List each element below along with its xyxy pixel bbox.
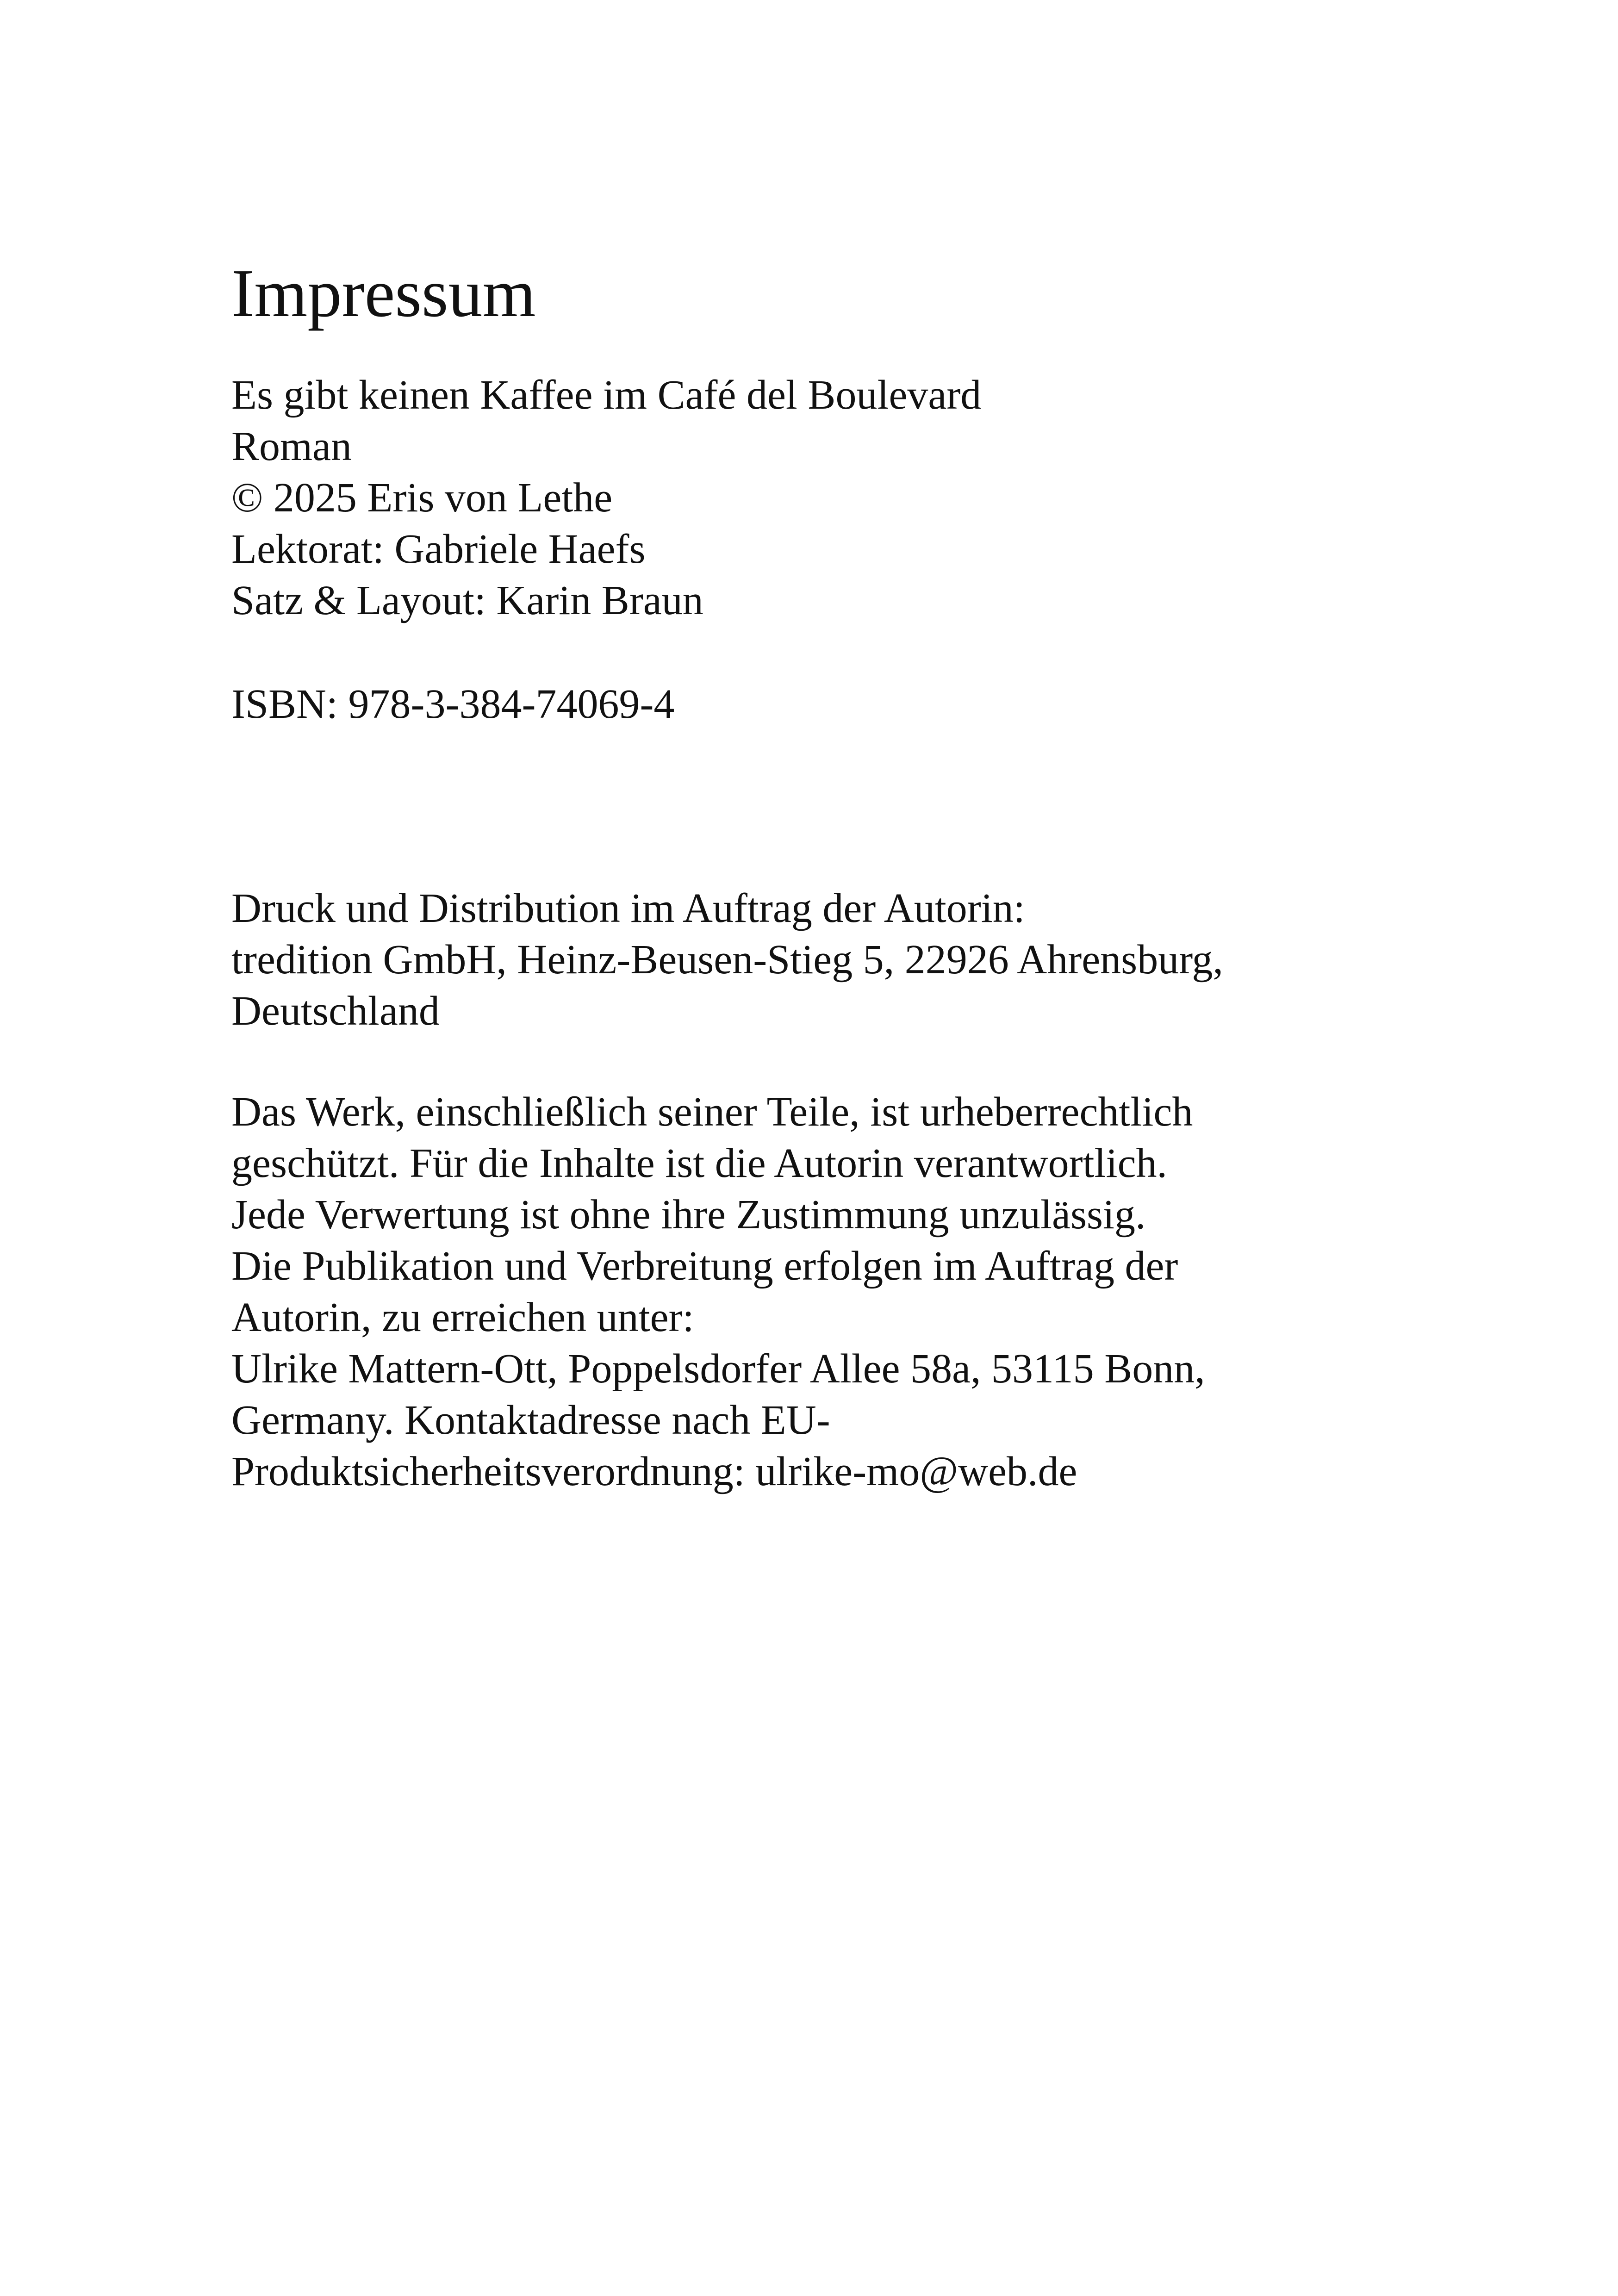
layout-credit-line: Satz & Layout: Karin Braun xyxy=(231,578,703,623)
distribution-line: tredition GmbH, Heinz-Beusen-Stieg 5, 22926 Ahrensburg, xyxy=(231,937,1224,983)
distribution-line: Druck und Distribution im Auftrag der Autorin: xyxy=(231,885,1025,931)
book-title-line: Es gibt keinen Kaffee im Café del Boulevard xyxy=(231,372,982,418)
legal-notice-line: Das Werk, einschließlich seiner Teile, ist urheberrechtlich xyxy=(231,1089,1193,1135)
legal-notice-line: Ulrike Mattern-Ott, Poppelsdorfer Allee 58a, 53115 Bonn, xyxy=(231,1346,1205,1392)
legal-notice-line: Autorin, zu erreichen unter: xyxy=(231,1294,694,1340)
distribution-block xyxy=(231,883,1223,1037)
editor-line: Lektorat: Gabriele Haefs xyxy=(231,526,646,572)
isbn-block xyxy=(231,678,674,730)
book-info-block xyxy=(231,369,981,626)
legal-notice-line: Germany. Kontaktadresse nach EU- xyxy=(231,1397,830,1443)
page-title: Impressum xyxy=(231,255,536,331)
isbn-line: ISBN: 978-3-384-74069-4 xyxy=(231,681,675,727)
legal-notice-line: Jede Verwertung ist ohne ihre Zustimmung unzulässig. xyxy=(231,1192,1146,1238)
legal-notice-line: geschützt. Für die Inhalte ist die Autorin verantwortlich. xyxy=(231,1140,1168,1186)
legal-notice-block xyxy=(231,1086,1205,1497)
distribution-line: Deutschland xyxy=(231,988,440,1034)
legal-notice-line: Produktsicherheitsverordnung: ulrike-mo@web.de xyxy=(231,1449,1077,1494)
legal-notice-line: Die Publikation und Verbreitung erfolgen im Auftrag der xyxy=(231,1243,1178,1289)
genre-line: Roman xyxy=(231,423,352,469)
copyright-line: © 2025 Eris von Lethe xyxy=(231,475,613,521)
